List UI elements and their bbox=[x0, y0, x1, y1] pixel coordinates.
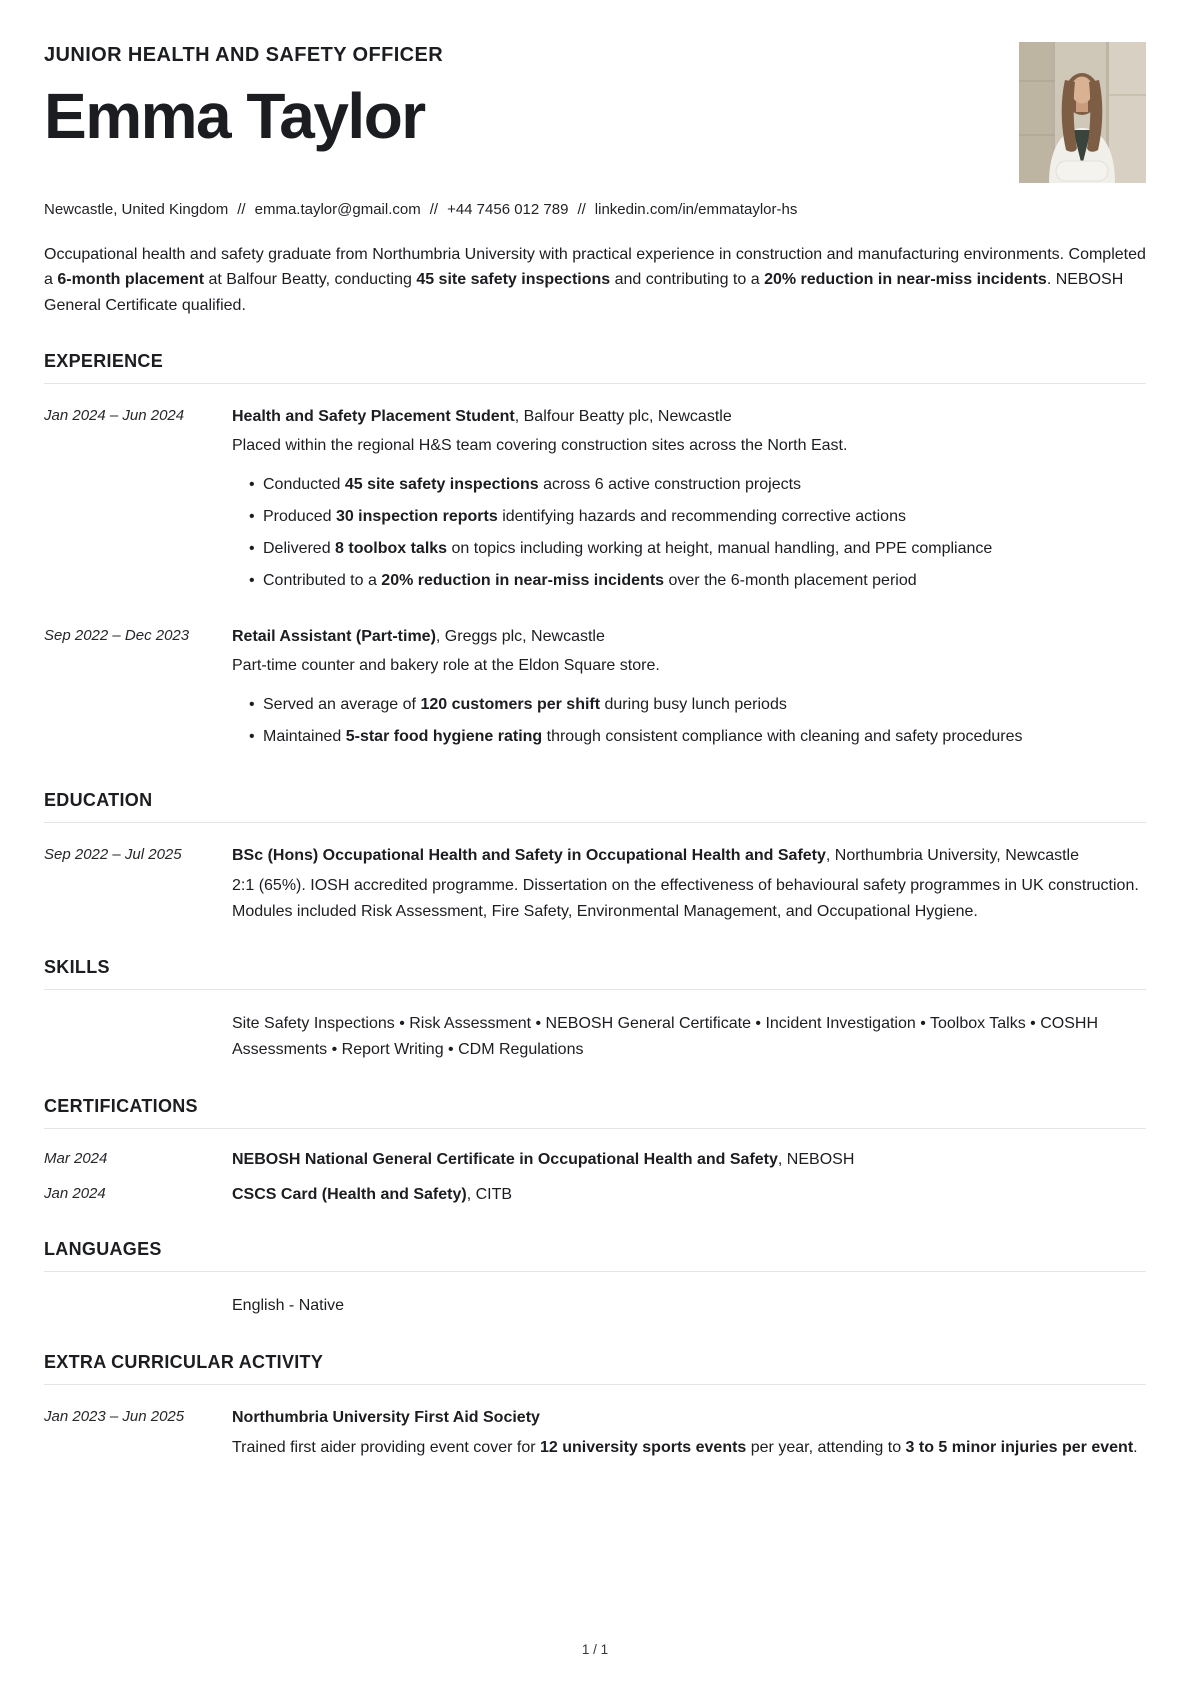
bullet-icon: • bbox=[249, 728, 255, 746]
section-divider bbox=[44, 383, 1146, 384]
experience-entry bbox=[44, 625, 1146, 757]
extra-curricular-entry bbox=[44, 1406, 1146, 1460]
section-title-education: EDUCATION bbox=[44, 790, 153, 811]
bullet-text: Contributed to a 20% reduction in near-miss incidents over the 6-month placement period bbox=[263, 571, 917, 589]
bullet-text: Served an average of 120 customers per shift during busy lunch periods bbox=[263, 696, 787, 714]
certification-entry bbox=[44, 1148, 1146, 1171]
contact-location: Newcastle, United Kingdom bbox=[44, 201, 229, 218]
section-title-skills: SKILLS bbox=[44, 956, 110, 977]
bullet-item bbox=[232, 537, 1146, 561]
language-value: English - Native bbox=[232, 1297, 345, 1315]
section-divider bbox=[44, 1271, 1146, 1272]
entry-body bbox=[232, 625, 1146, 757]
entry-date: Jan 2024 bbox=[44, 1184, 106, 1202]
bullet-icon: • bbox=[249, 571, 255, 589]
section-skills bbox=[44, 957, 1146, 1063]
bullet-icon: • bbox=[249, 475, 255, 493]
profile-photo bbox=[1019, 42, 1146, 183]
bullet-item bbox=[232, 505, 1146, 529]
summary-paragraph: Occupational health and safety graduate from Northumbria University with practical experience in construction and manufacturing environments. Completed a 6-month placement at Balfour Beatty, conducting 45 site safety inspections and contributing to a 20% reduction in near-miss incidents. NEBOSH General Certificate qualified. bbox=[44, 246, 1146, 314]
bullet-item bbox=[232, 473, 1146, 497]
contact-separator: // bbox=[429, 201, 439, 218]
section-divider bbox=[44, 989, 1146, 990]
entry-title: BSc (Hons) Occupational Health and Safety in Occupational Health and Safety, Northumbria University, Newcastle bbox=[232, 847, 1079, 865]
bullet-icon: • bbox=[249, 507, 255, 525]
bullet-text: Delivered 8 toolbox talks on topics including working at height, manual handling, and PPE compliance bbox=[263, 539, 993, 557]
section-certifications bbox=[44, 1096, 1146, 1206]
bullet-icon: • bbox=[249, 539, 255, 557]
section-education bbox=[44, 790, 1146, 924]
entry-body bbox=[232, 405, 1146, 601]
certification-entry bbox=[44, 1183, 1146, 1206]
bullet-item bbox=[232, 693, 1146, 717]
section-extra-curricular bbox=[44, 1352, 1146, 1460]
entry-title: Northumbria University First Aid Society bbox=[232, 1408, 540, 1426]
section-title-experience: EXPERIENCE bbox=[44, 350, 164, 371]
entry-subtitle: Part-time counter and bakery role at the Eldon Square store. bbox=[232, 657, 660, 675]
section-divider bbox=[44, 822, 1146, 823]
entry-date: Jan 2024 – Jun 2024 bbox=[44, 406, 185, 424]
contact-phone: +44 7456 012 789 bbox=[447, 201, 569, 218]
entry-description: Trained first aider providing event cover for 12 university sports events per year, attending to 3 to 5 minor injuries per event. bbox=[232, 1439, 1138, 1457]
contact-separator: // bbox=[577, 201, 586, 218]
profile-photo-illustration bbox=[1019, 42, 1146, 183]
bullet-text: Maintained 5-star food hygiene rating through consistent compliance with cleaning and safety procedures bbox=[263, 728, 1023, 746]
entry-bullet-list bbox=[232, 473, 1146, 593]
entry-body bbox=[232, 844, 1146, 924]
bullet-text: Conducted 45 site safety inspections across 6 active construction projects bbox=[263, 475, 802, 493]
section-title-certifications: CERTIFICATIONS bbox=[44, 1095, 198, 1116]
section-experience bbox=[44, 351, 1146, 757]
entry-subtitle: Placed within the regional H&S team covering construction sites across the North East. bbox=[232, 436, 848, 454]
header-text bbox=[44, 38, 443, 150]
languages-row bbox=[44, 1293, 1146, 1319]
bullet-text: Produced 30 inspection reports identifying hazards and recommending corrective actions bbox=[263, 507, 906, 525]
entry-date: Mar 2024 bbox=[44, 1149, 108, 1167]
entry-date: Sep 2022 – Dec 2023 bbox=[44, 626, 190, 644]
bullet-item bbox=[232, 725, 1146, 749]
entry-bullet-list bbox=[232, 693, 1146, 749]
entry-title: NEBOSH National General Certificate in Occupational Health and Safety, NEBOSH bbox=[232, 1150, 855, 1168]
section-title-extra-curricular: EXTRA CURRICULAR ACTIVITY bbox=[44, 1351, 324, 1372]
entry-body bbox=[232, 1406, 1146, 1460]
candidate-name: Emma Taylor bbox=[44, 80, 425, 152]
page-number: 1 / 1 bbox=[581, 1642, 609, 1657]
skills-list: Site Safety Inspections • Risk Assessment • NEBOSH General Certificate • Incident Investigation • Toolbox Talks • COSHH Assessments • Report Writing • CDM Regulations bbox=[232, 1014, 1099, 1058]
entry-date: Sep 2022 – Jul 2025 bbox=[44, 846, 182, 864]
entry-title: Health and Safety Placement Student, Balfour Beatty plc, Newcastle bbox=[232, 407, 732, 425]
contact-separator: // bbox=[237, 201, 246, 218]
skills-row bbox=[44, 1011, 1146, 1063]
bullet-icon: • bbox=[249, 696, 255, 714]
bullet-item bbox=[232, 569, 1146, 593]
header bbox=[44, 38, 1146, 183]
section-divider bbox=[44, 1128, 1146, 1129]
contact-line bbox=[44, 201, 1146, 218]
entry-date: Jan 2023 – Jun 2025 bbox=[44, 1407, 185, 1425]
empty-date-cell bbox=[44, 1293, 232, 1319]
section-languages bbox=[44, 1239, 1146, 1319]
section-divider bbox=[44, 1384, 1146, 1385]
contact-email: emma.taylor@gmail.com bbox=[254, 201, 421, 218]
education-entry bbox=[44, 844, 1146, 924]
section-title-languages: LANGUAGES bbox=[44, 1239, 162, 1260]
job-title: JUNIOR HEALTH AND SAFETY OFFICER bbox=[44, 44, 444, 66]
entry-title: Retail Assistant (Part-time), Greggs plc, Newcastle bbox=[232, 627, 605, 645]
experience-entry bbox=[44, 405, 1146, 601]
empty-date-cell bbox=[44, 1011, 232, 1063]
entry-description: 2:1 (65%). IOSH accredited programme. Dissertation on the effectiveness of behavioural safety programmes in UK construction. Modules included Risk Assessment, Fire Safety, Environmental Management, and Occupational Hygiene. bbox=[232, 877, 1139, 920]
entry-title: CSCS Card (Health and Safety), CITB bbox=[232, 1185, 513, 1203]
contact-linkedin: linkedin.com/in/emmataylor-hs bbox=[594, 201, 798, 218]
